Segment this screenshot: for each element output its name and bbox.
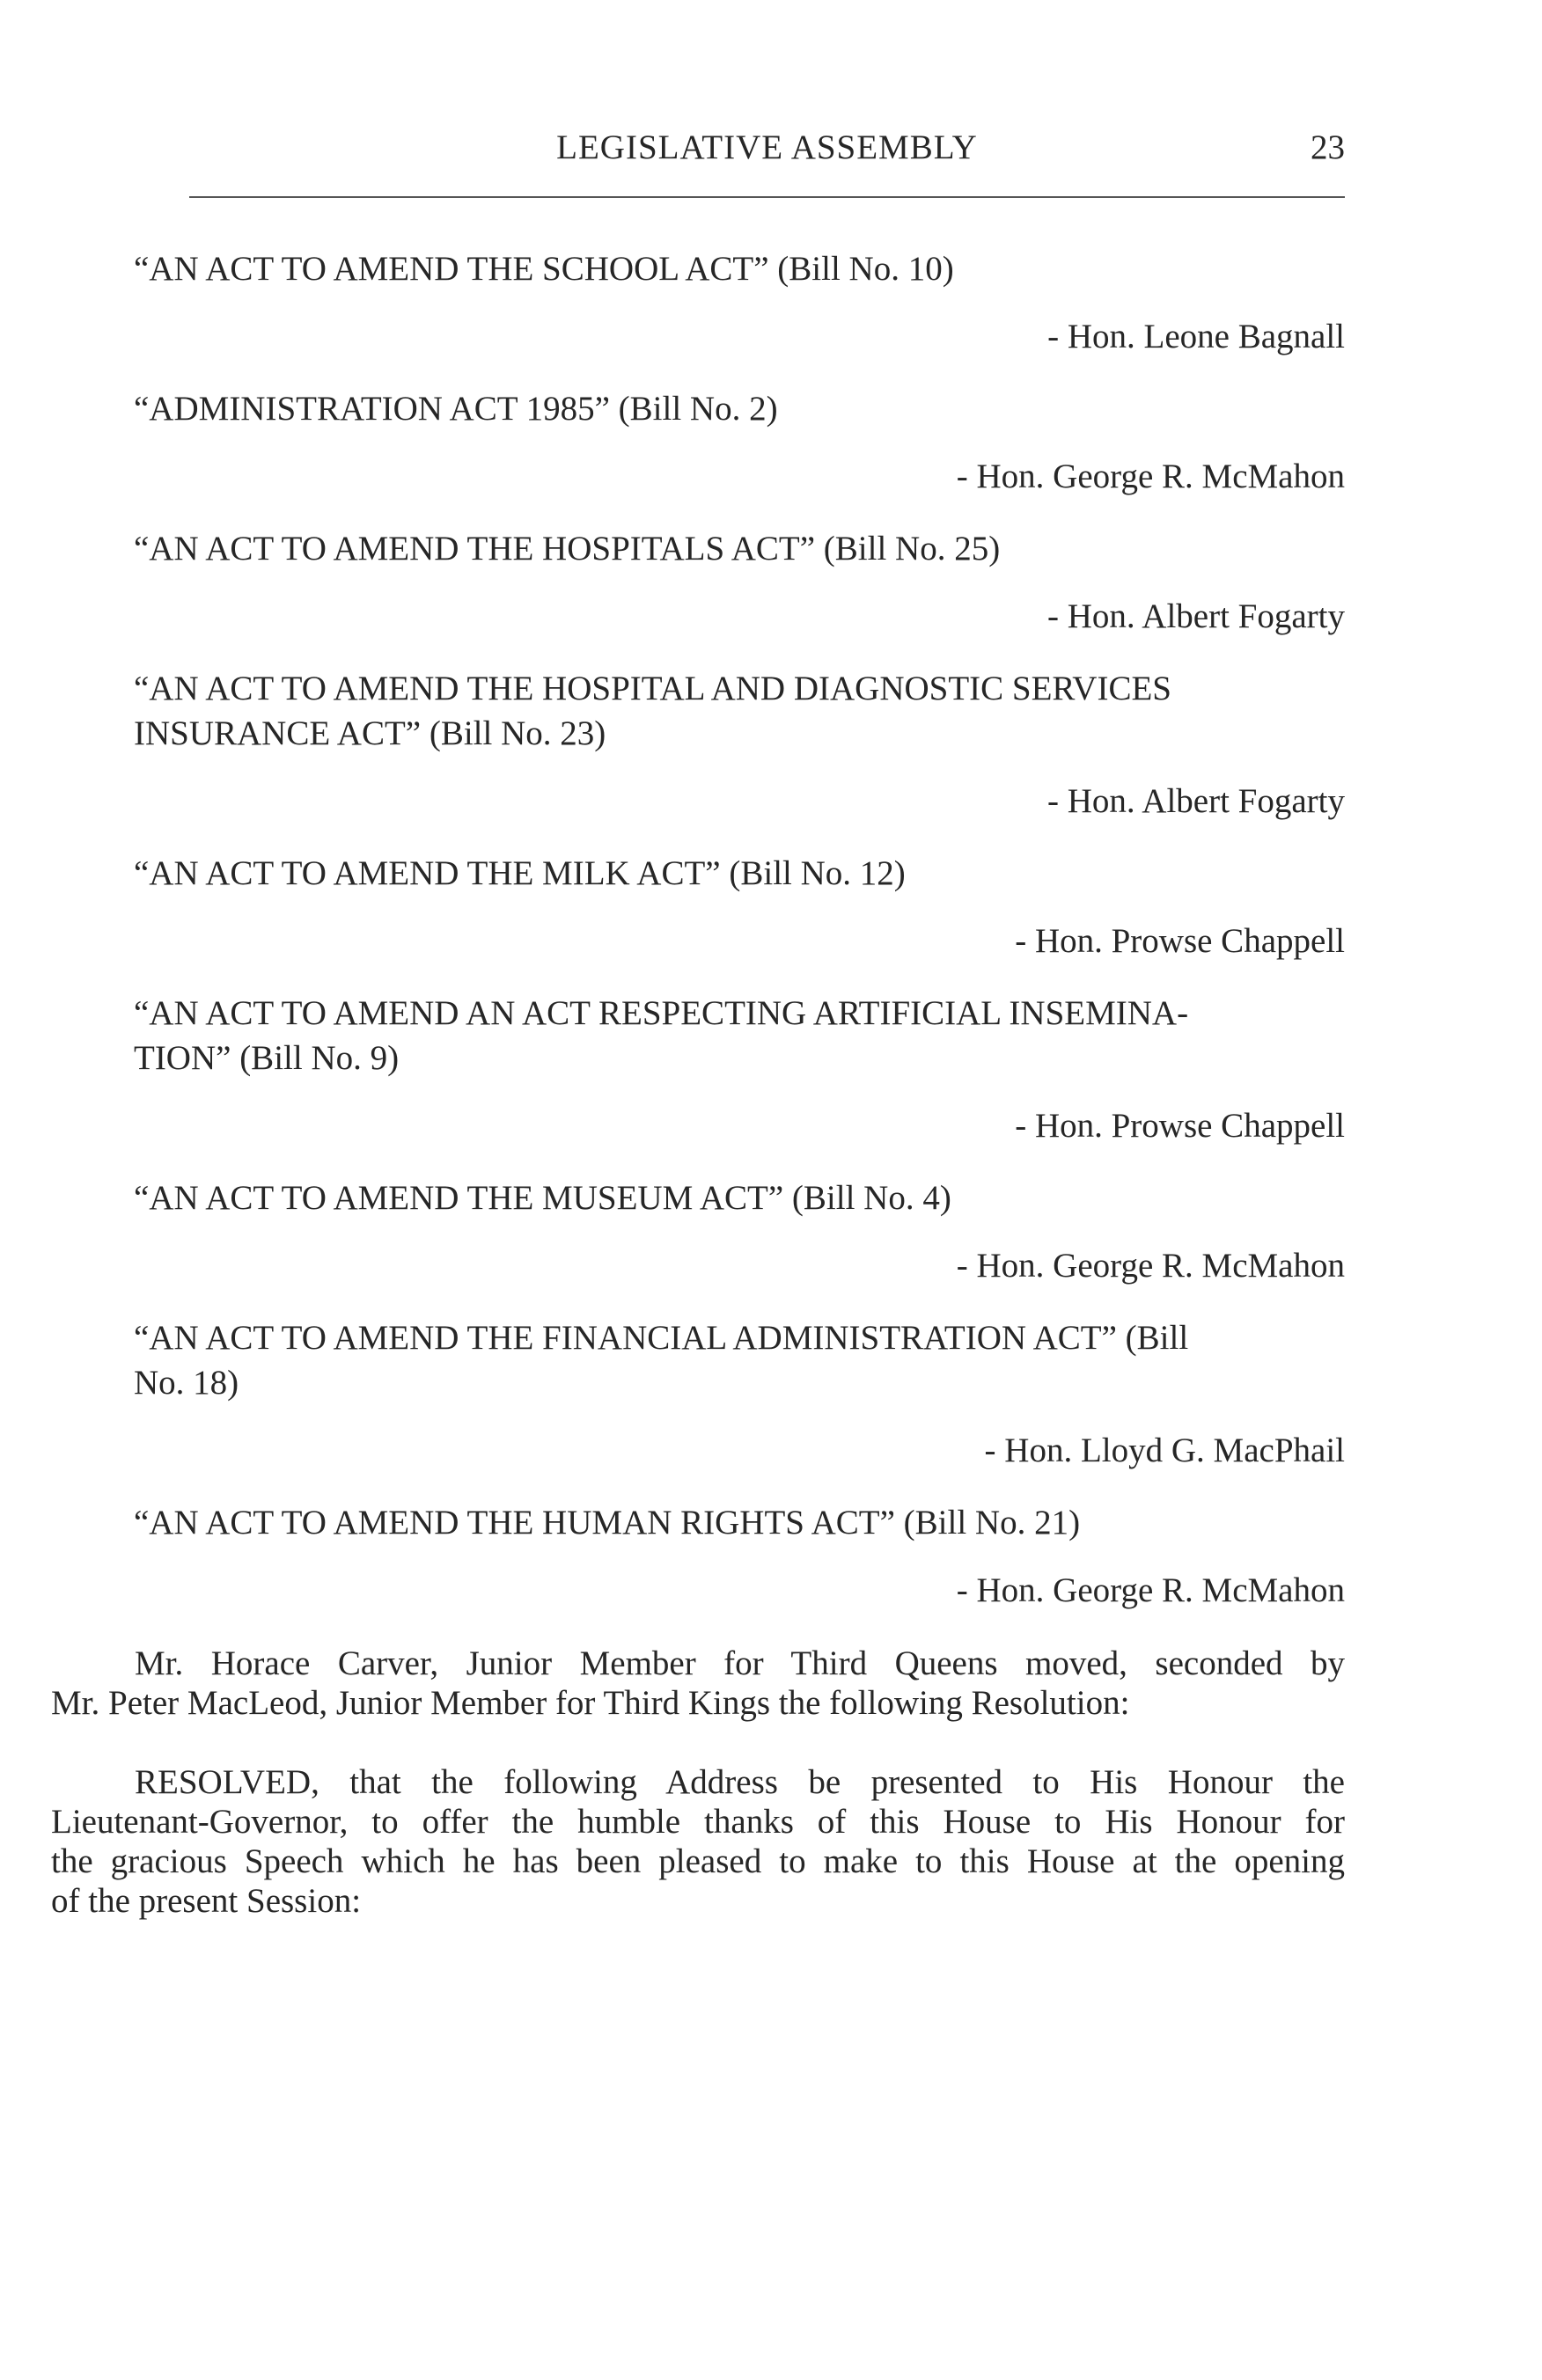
bill-entry [134,851,1345,963]
bill-title [134,386,1345,431]
bill-title-line: “AN ACT TO AMEND THE FINANCIAL ADMINISTRATION ACT” (Bill [134,1319,1189,1357]
bill-sponsor: - Hon. George R. McMahon [956,1247,1345,1285]
bill-entry [134,246,1345,359]
bill-sponsor: - Hon. Prowse Chappell [1015,922,1345,960]
bill-entry [134,1500,1345,1613]
paragraph-line: Mr. Horace Carver, Junior Member for Third Queens moved, seconded by [135,1644,1345,1682]
bill-sponsor: - Hon. George R. McMahon [956,458,1345,495]
bill-title-line: “AN ACT TO AMEND THE MILK ACT” (Bill No. 12) [134,854,906,892]
bill-title-line: TION” (Bill No. 9) [134,1039,400,1077]
paragraph-line: the gracious Speech which he has been pleased to make to this House at the opening [51,1842,1345,1880]
bill-title-line: “AN ACT TO AMEND THE HOSPITALS ACT” (Bill No. 25) [134,530,1001,568]
bill-entry [134,991,1345,1148]
paragraph-line: RESOLVED, that the following Address be presented to His Honour the [135,1763,1345,1801]
page-header [189,123,1345,172]
bill-title [134,526,1345,571]
bill-title-line: “AN ACT TO AMEND THE HUMAN RIGHTS ACT” (Bill No. 21) [134,1504,1081,1542]
header-rule [189,196,1345,198]
bill-title-line: “AN ACT TO AMEND THE SCHOOL ACT” (Bill No. 10) [134,250,954,288]
bill-entry [134,526,1345,639]
running-title: LEGISLATIVE ASSEMBLY [556,128,978,166]
bill-entry [134,666,1345,824]
bill-title [134,851,1345,896]
bill-sponsor: - Hon. George R. McMahon [956,1571,1345,1609]
bill-entry [134,1175,1345,1288]
bill-title [134,991,1345,1080]
bill-sponsor: - Hon. Prowse Chappell [1015,1107,1345,1145]
bill-sponsor: - Hon. Albert Fogarty [1047,782,1345,820]
paragraph-line: Lieutenant-Governor, to offer the humble thanks of this House to His Honour for [51,1803,1345,1841]
bill-list [134,246,1345,1640]
bill-title [134,666,1345,756]
paragraph-line: of the present Session: [51,1882,362,1920]
page-number: 23 [1311,128,1345,166]
bill-sponsor: - Hon. Albert Fogarty [1047,597,1345,635]
bill-title [134,246,1345,291]
bill-entry [134,1315,1345,1473]
bill-title-line: “ADMINISTRATION ACT 1985” (Bill No. 2) [134,390,778,428]
motion-paragraph [51,1644,1345,1723]
bill-title [134,1175,1345,1220]
bill-title [134,1315,1345,1405]
bill-sponsor: - Hon. Leone Bagnall [1047,318,1345,355]
resolution-paragraph [51,1762,1345,1921]
bill-title [134,1500,1345,1545]
bill-title-line: “AN ACT TO AMEND THE MUSEUM ACT” (Bill No. 4) [134,1179,951,1217]
bill-title-line: “AN ACT TO AMEND THE HOSPITAL AND DIAGNOSTIC SERVICES [134,670,1171,707]
paragraph-line: Mr. Peter MacLeod, Junior Member for Third Kings the following Resolution: [51,1684,1130,1722]
bill-title-line: No. 18) [134,1364,239,1402]
bill-entry [134,386,1345,499]
bill-title-line: “AN ACT TO AMEND AN ACT RESPECTING ARTIFICIAL INSEMINA- [134,994,1189,1032]
bill-title-line: INSURANCE ACT” (Bill No. 23) [134,714,606,752]
bill-sponsor: - Hon. Lloyd G. MacPhail [984,1432,1345,1469]
